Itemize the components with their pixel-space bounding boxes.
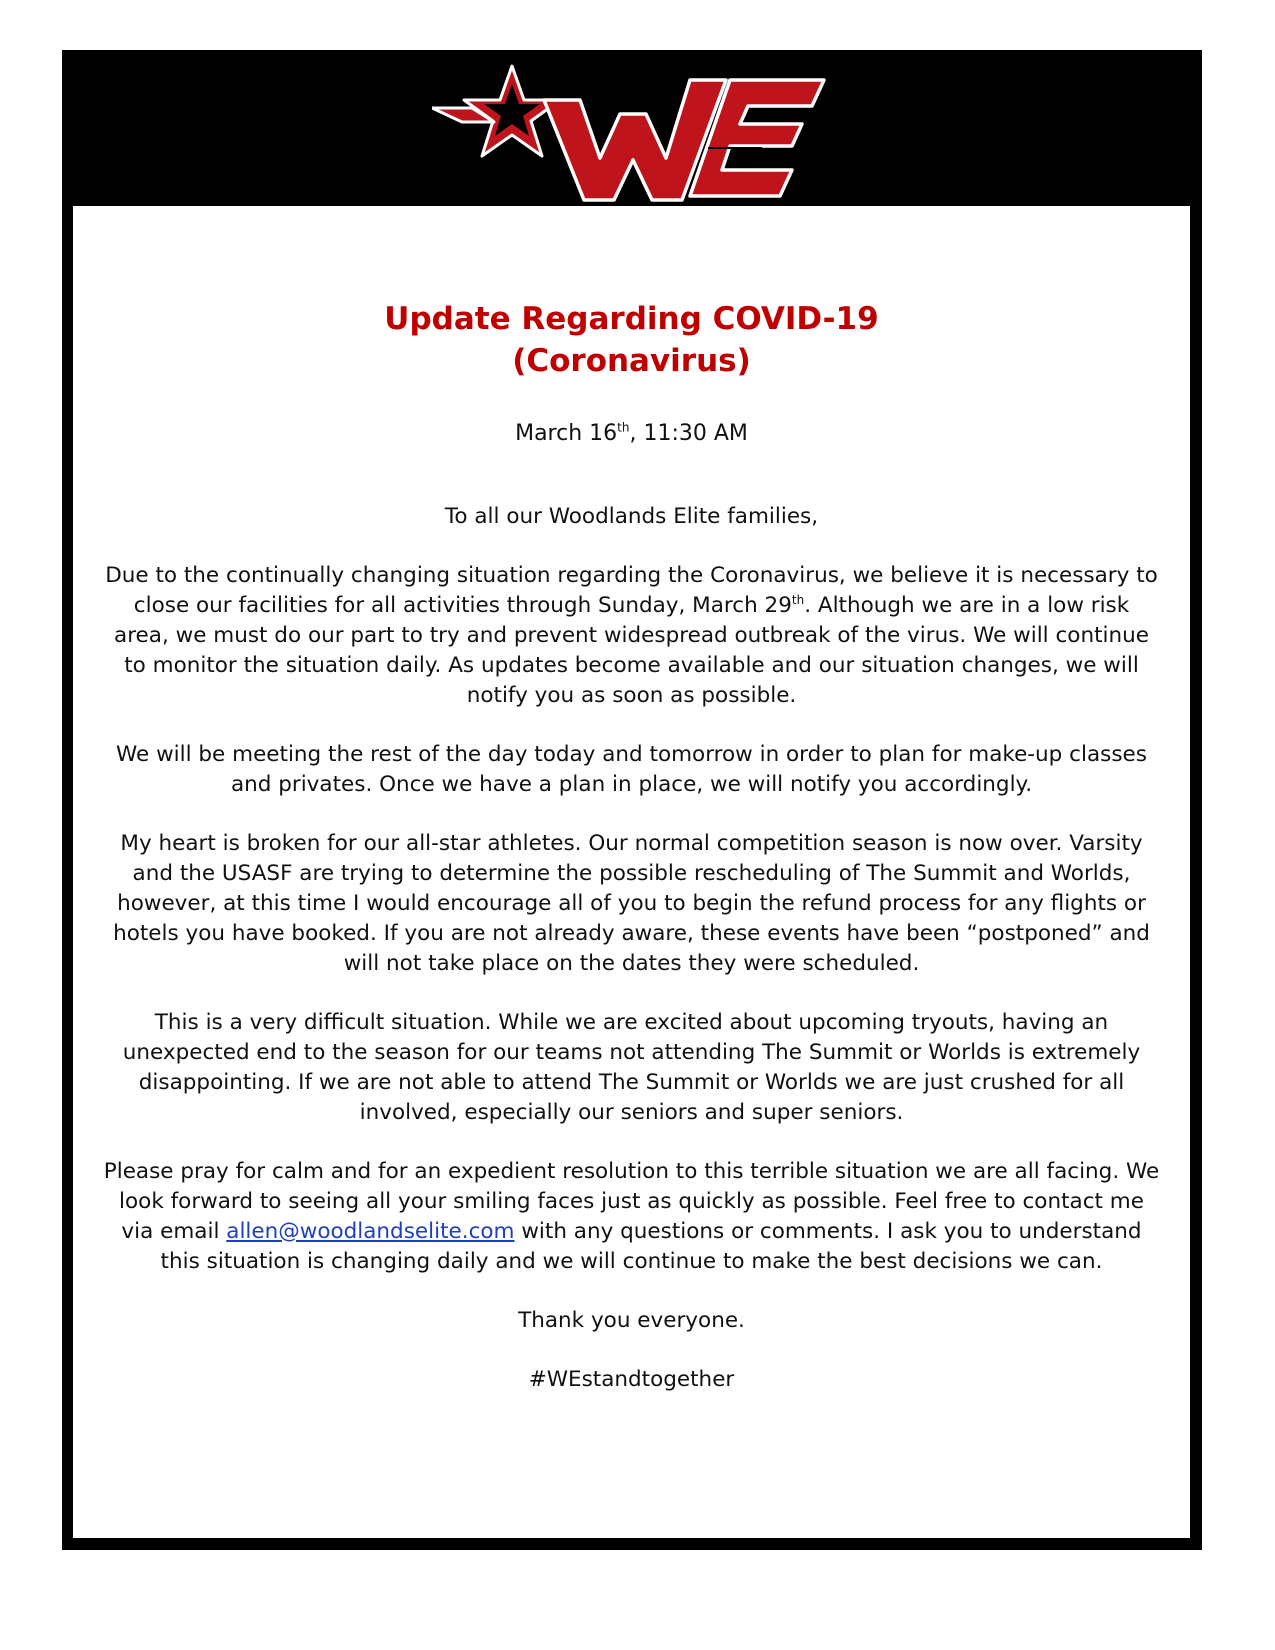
paragraph-competition-season: My heart is broken for our all-star athletes. Our normal competition season is now over. Varsity and the USASF are trying to determine the possible rescheduling of The Summit and Worlds, however, at this time I would encourage all of you to begin the refund process for any flights or hotels you have booked. If you are not already aware, these events have been “postponed” and will not take place on the dates they were scheduled. <box>113 831 1150 976</box>
paragraph-makeup-classes: We will be meeting the rest of the day today and tomorrow in order to plan for make-up classes and privates. Once we have a plan in place, we will notify you accordingly. <box>116 742 1147 797</box>
letter-text <box>103 502 1160 1424</box>
paragraph-closure-part1: Due to the continually changing situation regarding the Coronavirus, we believe it is necessary to close our facilities for all activities through Sunday, March 29 <box>105 563 1158 618</box>
page-title <box>73 298 1190 382</box>
paragraph-contact-part1: Please pray for calm and for an expedient resolution to this terrible situation we are all facing. We look forward to seeing all your smiling faces just as quickly as possible. Feel free to contact me via email <box>103 1159 1160 1244</box>
date-suffix: , 11:30 AM <box>629 421 748 446</box>
greeting: To all our Woodlands Elite families, <box>444 504 819 529</box>
date-superscript: th <box>617 420 630 435</box>
letter-body <box>73 206 1190 1538</box>
dateline <box>73 419 1190 449</box>
document-frame <box>62 50 1202 1550</box>
header-band <box>62 50 1202 206</box>
paragraph-difficult-situation: This is a very difficult situation. While we are excited about upcoming tryouts, having an unexpected end to the season for our teams not attending The Summit or Worlds is extremely disappointing. If we are not able to attend The Summit or Worlds we are just crushed for all involved, especially our seniors and super seniors. <box>122 1010 1141 1125</box>
paragraph-contact-part2: with any questions or comments. I ask you to understand this situation is changing daily and we will continue to make the best decisions we can. <box>160 1219 1142 1274</box>
paragraph-contact <box>103 1157 1160 1277</box>
title-line-1: Update Regarding COVID-19 <box>384 301 879 337</box>
paragraph-closure-sup: th <box>791 592 805 607</box>
woodlands-elite-logo <box>432 60 832 205</box>
title-line-2: (Coronavirus) <box>512 343 751 379</box>
paragraph-closure <box>103 561 1160 711</box>
email-link[interactable]: allen@woodlandselite.com <box>226 1219 515 1244</box>
date-prefix: March 16 <box>515 421 618 446</box>
paragraph-closure-part2: . Although we are in a low risk area, we must do our part to try and prevent widespread outbreak of the virus. We will continue to monitor the situation daily. As updates become available and our situation changes, we will notify you as soon as possible. <box>114 593 1149 708</box>
hashtag: #WEstandtogether <box>528 1367 735 1392</box>
closing: Thank you everyone. <box>518 1308 745 1333</box>
